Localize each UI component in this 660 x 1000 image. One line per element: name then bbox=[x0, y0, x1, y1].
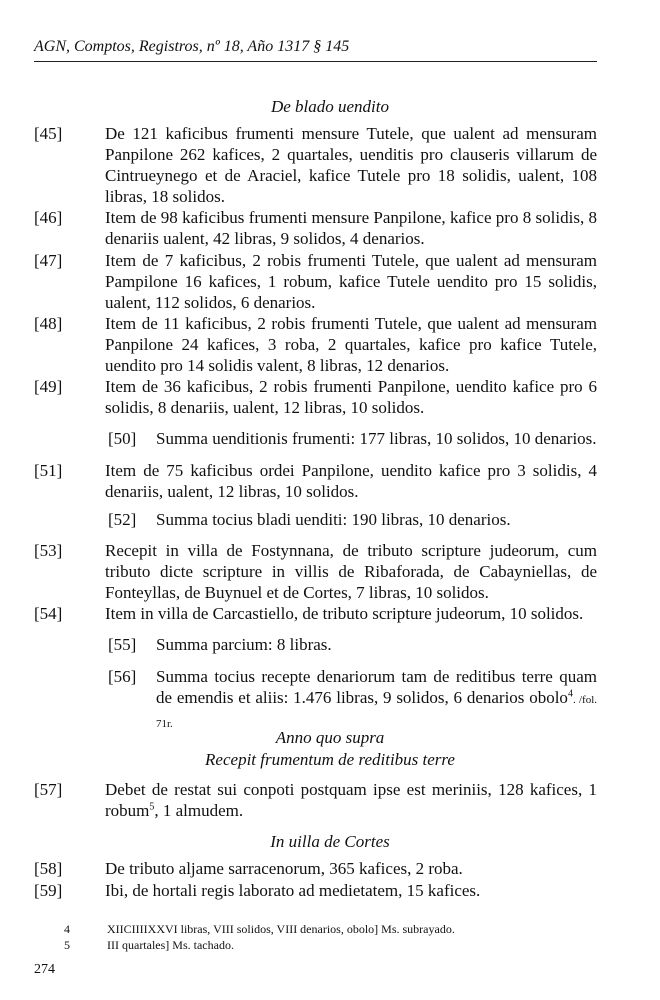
footnote-text: XIICIIIIXXVI libras, VIII solidos, VIII denarios, obolo] Ms. subrayado. bbox=[107, 922, 455, 936]
entry-56 bbox=[34, 666, 597, 735]
entry-46 bbox=[34, 207, 597, 249]
entry-text bbox=[105, 779, 597, 821]
entry-text: Item de 11 kaficibus, 2 robis frumenti Tutele, que ualent ad mensuram Panpilone 24 kafices, 3 roba, 2 quartales, kafice pro kafice Tutele, uendito pro 14 solidis valent, 8 libras, 12 denarios. bbox=[105, 314, 597, 375]
entry-45 bbox=[34, 123, 597, 207]
footnote-ref-5: 5 bbox=[149, 801, 155, 813]
entry-49 bbox=[34, 376, 597, 418]
entry-53 bbox=[34, 540, 597, 603]
section-title-in-uilla-de-cortes: In uilla de Cortes bbox=[270, 832, 390, 851]
footnote-4 bbox=[64, 921, 584, 937]
entry-number: [52] bbox=[108, 510, 137, 529]
entry-number: [49] bbox=[34, 377, 63, 396]
section-title-anno-quo-supra: Anno quo supra bbox=[275, 728, 385, 747]
entry-number: [54] bbox=[34, 604, 63, 623]
entry-54 bbox=[34, 603, 597, 624]
entry-text: De 121 kaficibus frumenti mensure Tutele, que ualent ad mensuram Panpilone 262 kafices, 2 quartales, uenditis pro clauseris villarum de Cintrueynego et de Araciel, kafice Tutele pro 18 solidis, ualent, 108 libras, 18 solidos. bbox=[105, 124, 597, 206]
section-title-de-blado-uendito: De blado uendito bbox=[270, 97, 390, 116]
entry-number: [45] bbox=[34, 124, 63, 143]
entry-text: Recepit in villa de Fostynnana, de tributo scripture judeorum, cum tributo dicte scripture in villis de Ribaforada, de Cabayniellas, de Fonteyllas, de Buynuel et de Cortes, 7 libras, 10 solidos. bbox=[105, 541, 597, 602]
entry-59 bbox=[34, 880, 597, 901]
footnote-number: 5 bbox=[64, 938, 70, 952]
entry-text-main: Debet de restat sui conpoti postquam ipse est meriniis, 128 kafices, 1 robum bbox=[105, 780, 597, 820]
entry-number: [57] bbox=[34, 780, 63, 799]
entry-number: [53] bbox=[34, 541, 63, 560]
footnote-text: III quartales] Ms. tachado. bbox=[107, 938, 234, 952]
entry-50 bbox=[34, 428, 597, 449]
folio-marker: . /fol. 71r. bbox=[156, 694, 598, 730]
entry-number: [48] bbox=[34, 314, 63, 333]
entry-text: Summa uenditionis frumenti: 177 libras, 10 solidos, 10 denarios. bbox=[156, 429, 597, 448]
footnote-ref-4: 4 bbox=[567, 688, 573, 700]
page-number: 274 bbox=[34, 962, 55, 977]
entry-text: Ibi, de hortali regis laborato ad medietatem, 15 kafices. bbox=[105, 881, 481, 900]
entry-text: De tributo aljame sarracenorum, 365 kafices, 2 roba. bbox=[105, 859, 463, 878]
entry-55 bbox=[34, 634, 597, 655]
running-head: AGN, Comptos, Registros, nº 18, Año 1317 § 145 bbox=[34, 38, 350, 55]
entry-text: Item de 36 kaficibus, 2 robis frumenti Panpilone, uendito kafice pro 6 solidis, 8 denariis, ualent, 12 libras, 10 solidos. bbox=[105, 377, 597, 417]
entry-58 bbox=[34, 858, 597, 879]
section-subtitle-recepit-frumentum: Recepit frumentum de reditibus terre bbox=[205, 750, 455, 769]
entry-text: Item in villa de Carcastiello, de tributo scripture judeorum, 10 solidos. bbox=[105, 604, 584, 623]
entry-number: [56] bbox=[108, 667, 137, 686]
entry-number: [58] bbox=[34, 859, 63, 878]
entry-text-tail: , 1 almudem. bbox=[154, 801, 244, 820]
entry-number: [59] bbox=[34, 881, 63, 900]
entry-text: Item de 98 kaficibus frumenti mensure Panpilone, kafice pro 8 solidis, 8 denariis ualent, 42 libras, 9 solidos, 4 denarios. bbox=[105, 208, 597, 248]
entry-52 bbox=[34, 509, 597, 530]
footnote-number: 4 bbox=[64, 922, 70, 936]
entry-57 bbox=[34, 779, 597, 821]
entry-text bbox=[156, 666, 597, 735]
entry-text: Item de 75 kaficibus ordei Panpilone, uendito kafice pro 3 solidis, 4 denariis, ualent, 12 libras, 10 solidos. bbox=[105, 461, 597, 501]
entry-51 bbox=[34, 460, 597, 502]
entry-text: Summa parcium: 8 libras. bbox=[156, 635, 332, 654]
entry-number: [51] bbox=[34, 461, 63, 480]
entry-text-main: Summa tocius recepte denariorum tam de reditibus terre quam de emendis et aliis: 1.476 libras, 9 solidos, 6 denarios obolo bbox=[156, 667, 597, 707]
entry-48 bbox=[34, 313, 597, 376]
header-rule bbox=[34, 61, 597, 62]
entry-number: [47] bbox=[34, 251, 63, 270]
footnote-5 bbox=[64, 937, 584, 953]
entry-number: [50] bbox=[108, 429, 137, 448]
entry-47 bbox=[34, 250, 597, 313]
entry-text: Summa tocius bladi uenditi: 190 libras, 10 denarios. bbox=[156, 510, 511, 529]
entry-number: [46] bbox=[34, 208, 63, 227]
entry-text: Item de 7 kaficibus, 2 robis frumenti Tutele, que ualent ad mensuram Pampilone 16 kafices, 1 robum, kafice Tutele uendito pro 15 solidis, ualent, 112 solidos, 6 denarios. bbox=[105, 251, 597, 312]
entry-number: [55] bbox=[108, 635, 137, 654]
